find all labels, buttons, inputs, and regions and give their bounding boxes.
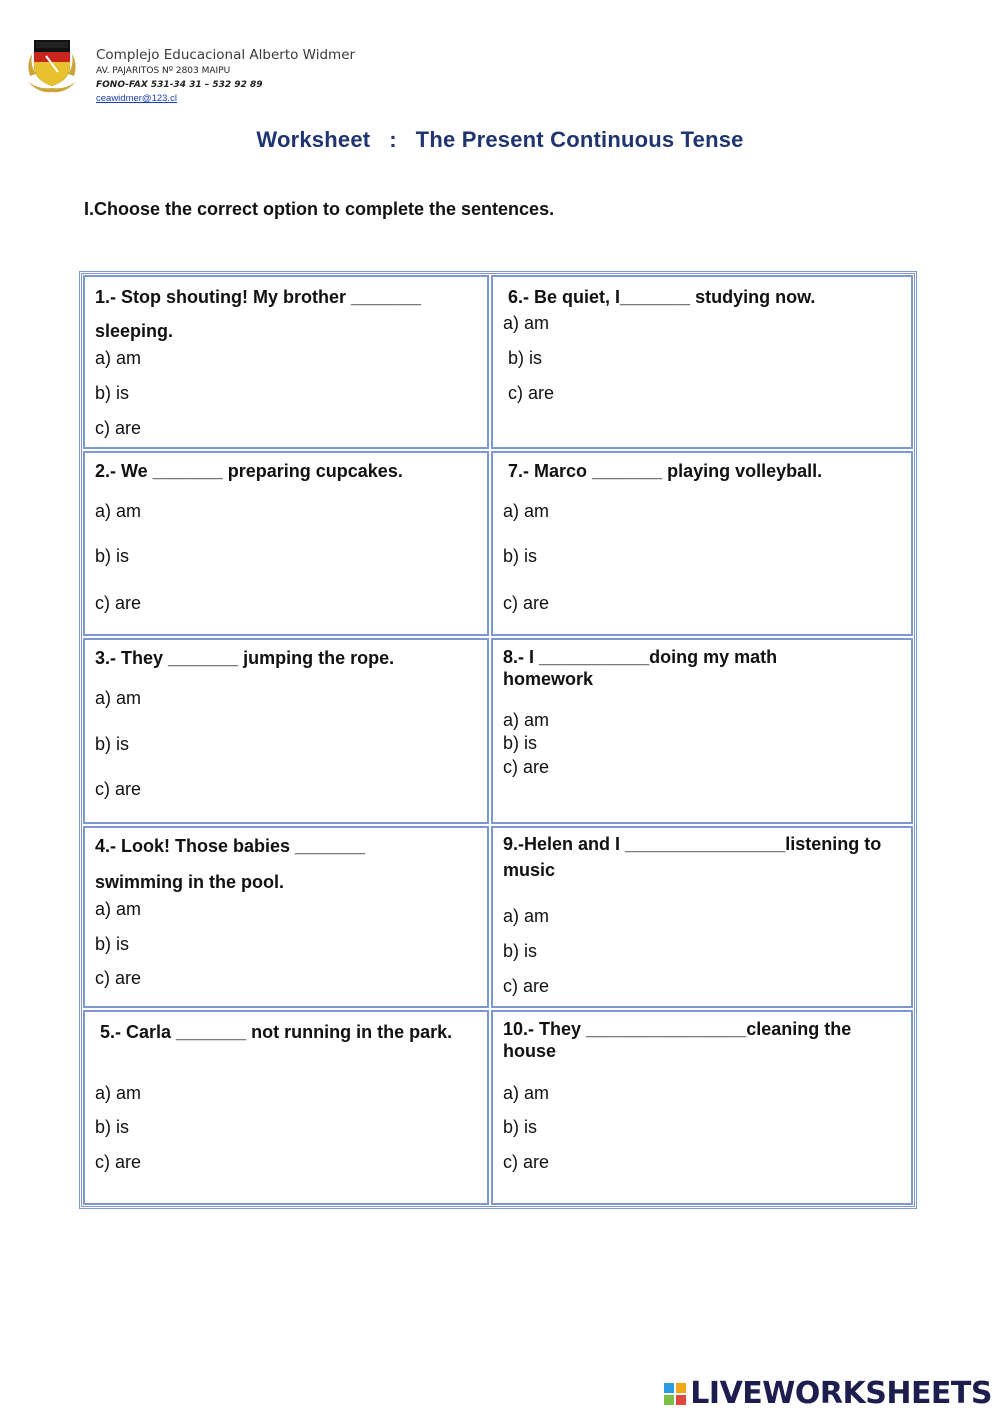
- option-b[interactable]: b) is: [503, 733, 538, 753]
- option-b[interactable]: b) is: [503, 941, 538, 961]
- option-b[interactable]: b) is: [95, 383, 130, 403]
- question-cell-8: [491, 638, 913, 824]
- question-text: 7.- Marco _______ playing volleyball.: [503, 461, 823, 481]
- liveworksheets-blocks-icon: [664, 1383, 686, 1405]
- question-text: 8.- I ___________doing my math homework: [503, 647, 778, 689]
- option-b[interactable]: b) is: [95, 734, 130, 754]
- question-cell-4: [83, 826, 489, 1008]
- option-b[interactable]: b) is: [503, 546, 538, 566]
- option-c[interactable]: c) are: [95, 779, 142, 799]
- option-c[interactable]: c) are: [95, 968, 142, 988]
- question-cell-3: [83, 638, 489, 824]
- option-b[interactable]: b) is: [95, 1117, 130, 1137]
- question-text: 9.-Helen and I ________________listening to music: [503, 834, 882, 880]
- liveworksheets-logo: [664, 1376, 992, 1411]
- school-name: Complejo Educacional Alberto Widmer: [96, 47, 356, 63]
- option-c[interactable]: c) are: [95, 593, 142, 613]
- option-b[interactable]: b) is: [503, 1117, 538, 1137]
- option-c[interactable]: c) are: [503, 1152, 550, 1172]
- question-cell-10: [491, 1010, 913, 1205]
- question-text: 5.- Carla _______ not running in the park.: [95, 1022, 453, 1042]
- option-b[interactable]: b) is: [95, 546, 130, 566]
- question-text: 10.- They ________________cleaning the house: [503, 1019, 852, 1061]
- school-crest-logo: [24, 36, 80, 96]
- option-a[interactable]: a) am: [503, 710, 550, 730]
- liveworksheets-brand: LIVEWORKSHEETS: [690, 1376, 992, 1411]
- school-address: AV. PAJARITOS Nº 2803 MAIPU: [96, 66, 231, 76]
- option-c[interactable]: c) are: [503, 976, 550, 996]
- option-a[interactable]: a) am: [95, 348, 142, 368]
- option-c[interactable]: c) are: [95, 418, 142, 438]
- option-a[interactable]: a) am: [503, 501, 550, 521]
- question-text: 4.- Look! Those babies _______ swimming in the pool.: [95, 836, 366, 892]
- option-a[interactable]: a) am: [503, 906, 550, 926]
- option-c[interactable]: c) are: [95, 1152, 142, 1172]
- question-text: 3.- They _______ jumping the rope.: [95, 648, 395, 668]
- question-text: 1.- Stop shouting! My brother _______ sleeping.: [95, 287, 422, 341]
- option-c[interactable]: c) are: [503, 383, 555, 403]
- school-info: [96, 46, 355, 105]
- question-text: 2.- We _______ preparing cupcakes.: [95, 461, 403, 481]
- school-email-link[interactable]: ceawidmer@123.cl: [96, 93, 177, 104]
- question-cell-7: [491, 451, 913, 636]
- instruction-text: I.Choose the correct option to complete the sentences.: [84, 199, 555, 219]
- option-c[interactable]: c) are: [503, 593, 550, 613]
- question-cell-1: [83, 275, 489, 449]
- questions-table: [79, 271, 917, 1209]
- option-a[interactable]: a) am: [503, 313, 550, 333]
- option-b[interactable]: b) is: [503, 348, 543, 368]
- option-c[interactable]: c) are: [503, 757, 550, 777]
- option-a[interactable]: a) am: [503, 1083, 550, 1103]
- worksheet-title: Worksheet : The Present Continuous Tense: [256, 127, 744, 152]
- option-a[interactable]: a) am: [95, 688, 142, 708]
- option-a[interactable]: a) am: [95, 899, 142, 919]
- question-cell-9: [491, 826, 913, 1008]
- question-cell-6: [491, 275, 913, 449]
- option-b[interactable]: b) is: [95, 934, 130, 954]
- option-a[interactable]: a) am: [95, 1083, 142, 1103]
- question-cell-5: [83, 1010, 489, 1205]
- option-a[interactable]: a) am: [95, 501, 142, 521]
- question-text: 6.- Be quiet, I_______ studying now.: [503, 287, 816, 307]
- school-phone: FONO-FAX 531-34 31 – 532 92 89: [96, 80, 263, 90]
- question-cell-2: [83, 451, 489, 636]
